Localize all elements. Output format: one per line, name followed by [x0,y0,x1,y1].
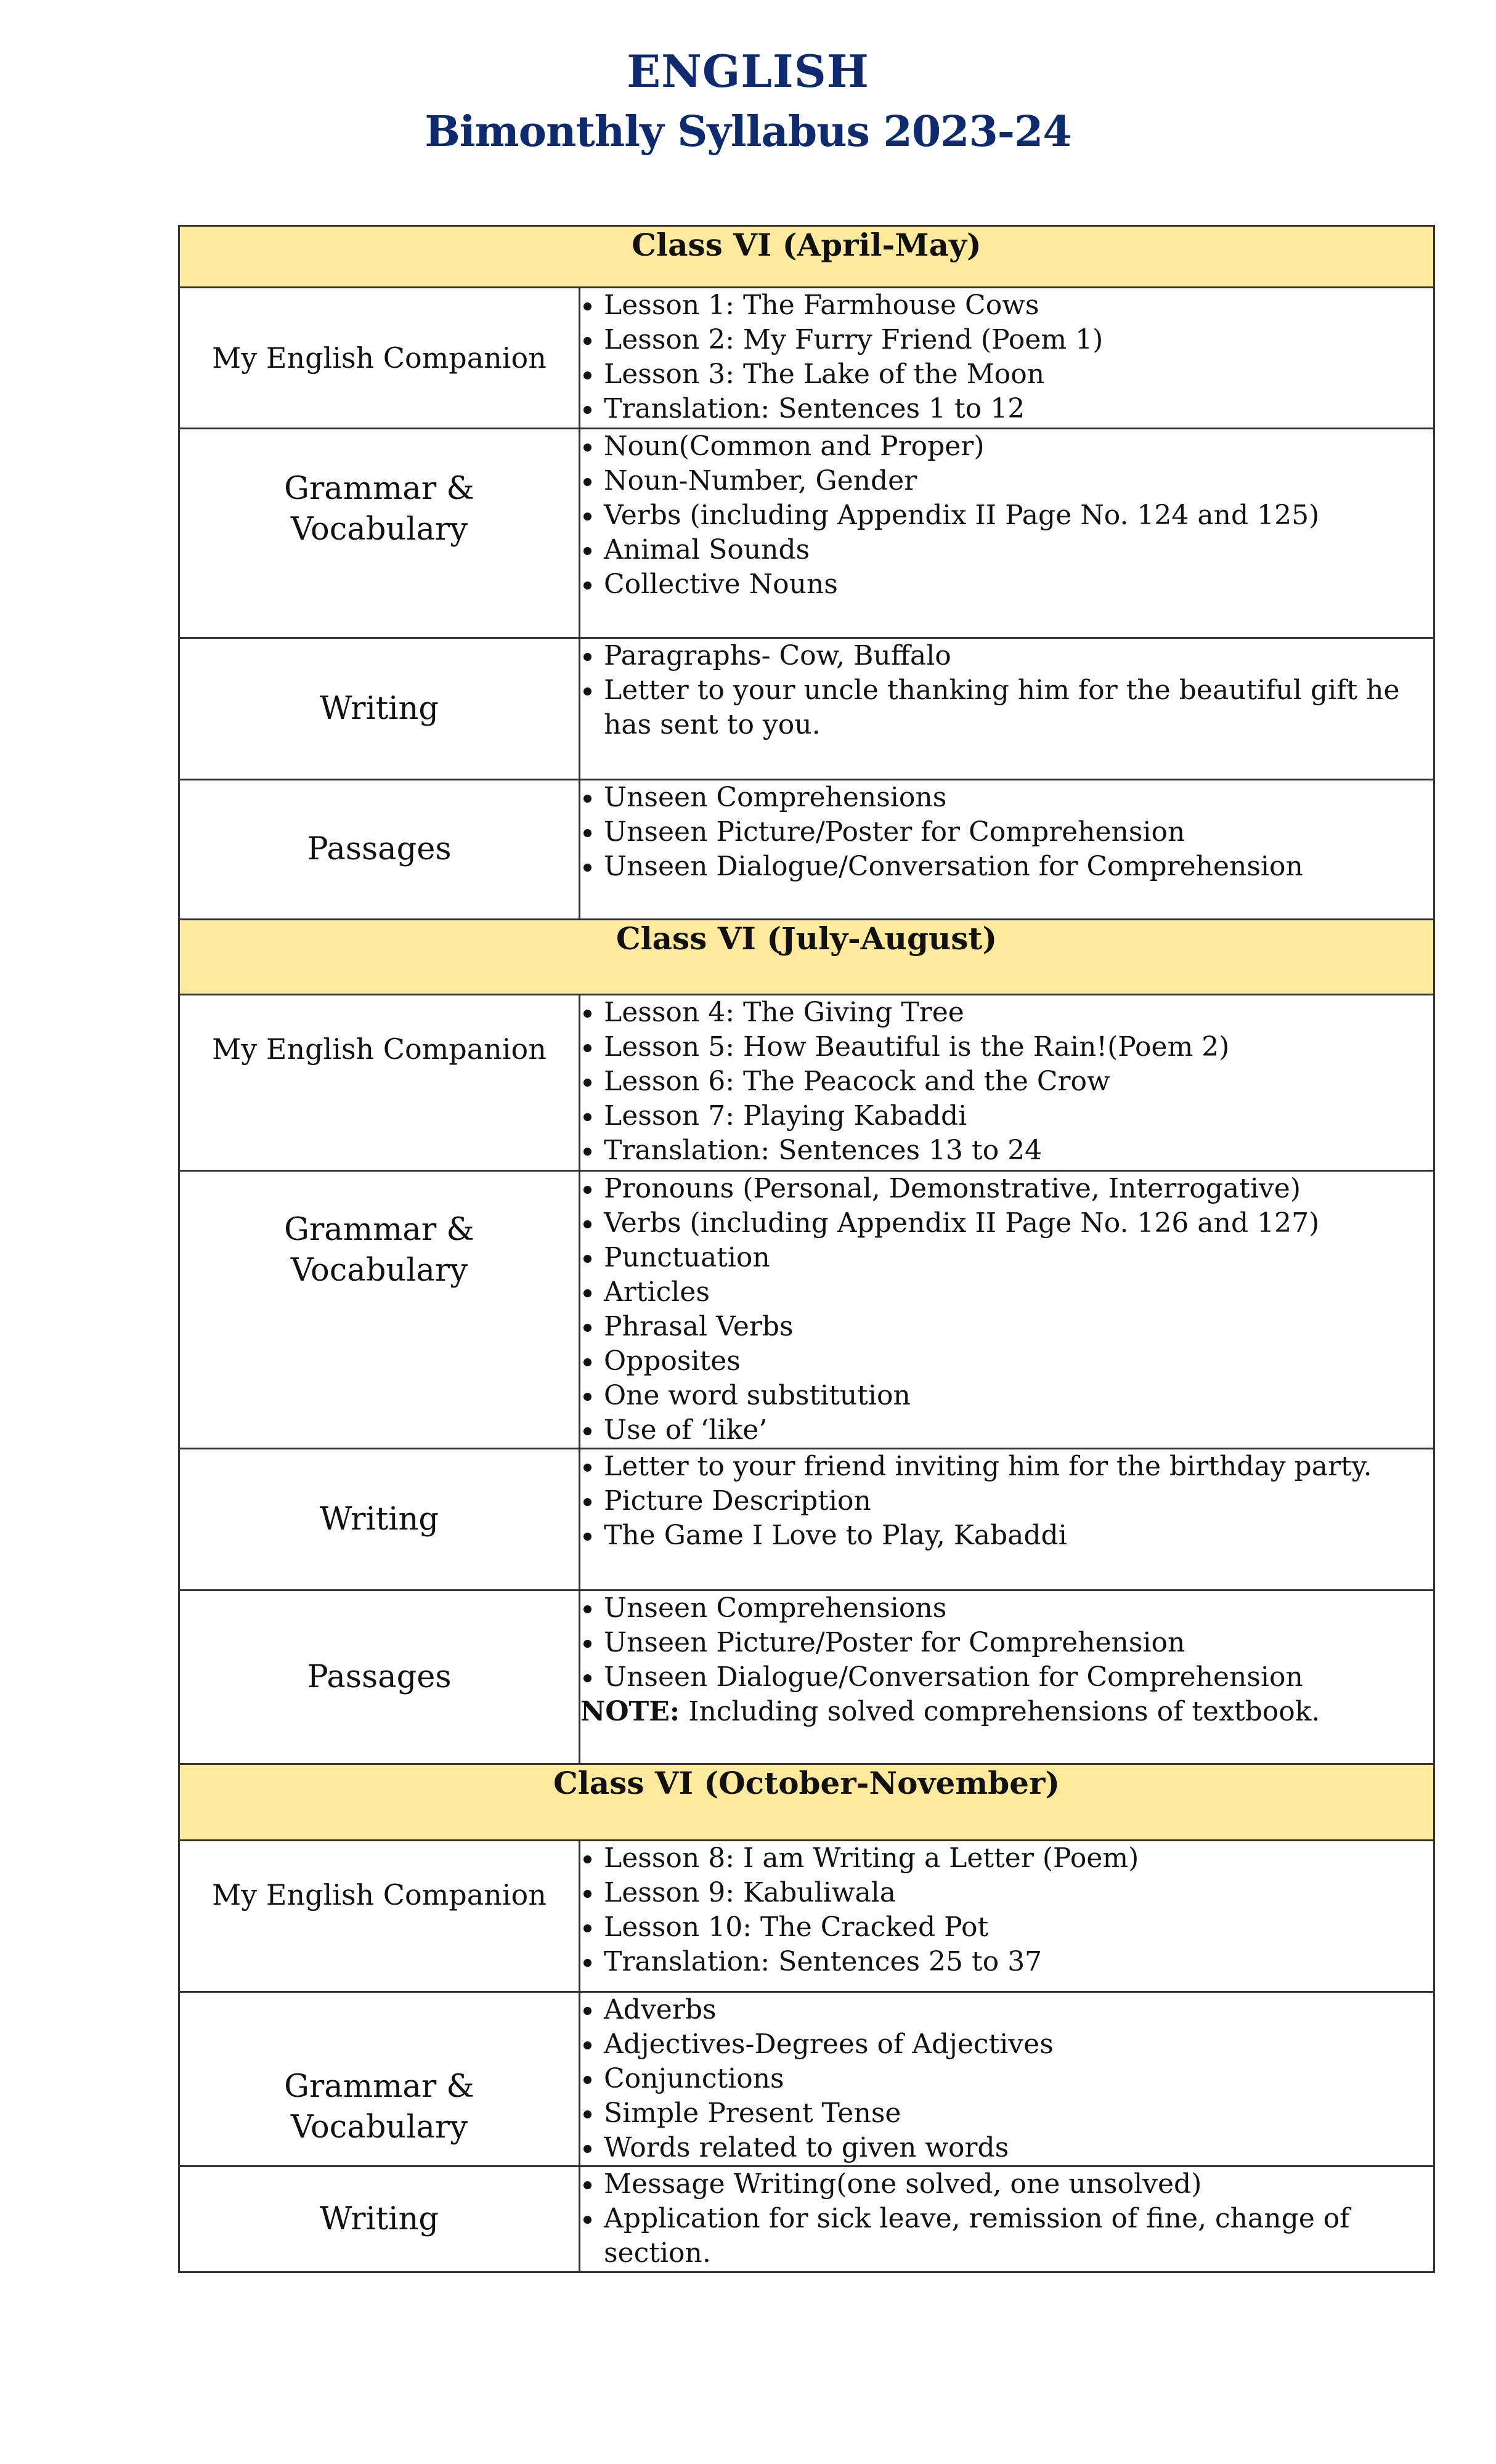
list-item: • Conjunctions [604,2062,1433,2096]
document-subtitle: Bimonthly Syllabus 2023-24 [425,107,1071,156]
list-item: • Phrasal Verbs [604,1310,1433,1344]
table-row [179,780,1434,920]
row-label: My English Companion [179,995,580,1171]
list-item: • Articles [604,1275,1433,1310]
item-list [580,1172,1433,1448]
row-label: Passages [179,1591,580,1764]
list-item: • Lesson 6: The Peacock and the Crow [604,1064,1433,1099]
row-items [580,288,1434,429]
row-label-line: Grammar & [284,2069,474,2105]
list-item: • Unseen Picture/Poster for Comprehension [604,815,1433,849]
section-header-row [179,920,1434,995]
list-item: • Noun-Number, Gender [604,464,1433,498]
list-item: • Message Writing(one solved, one unsolved) [604,2167,1433,2202]
list-item: • Translation: Sentences 13 to 24 [604,1133,1433,1168]
list-item: • Animal Sounds [604,533,1433,567]
list-item: • Translation: Sentences 1 to 12 [604,392,1433,426]
list-item: • Unseen Dialogue/Conversation for Comprehension [604,1660,1433,1695]
row-items [580,1171,1434,1449]
section-heading: Class VI (July-August) [179,920,1434,995]
row-items [580,1591,1434,1764]
document-header [0,42,1496,161]
section-heading: Class VI (October-November) [179,1764,1434,1841]
row-label-line: Vocabulary [290,1252,468,1289]
item-list [580,2167,1433,2271]
note-line [580,1695,1433,1729]
table-row [179,638,1434,780]
row-items [580,1992,1434,2166]
list-item: • Words related to given words [604,2131,1433,2165]
list-item: • Opposites [604,1344,1433,1379]
list-item: • Adverbs [604,1993,1433,2027]
row-label [179,1171,580,1449]
list-item: • Verbs (including Appendix II Page No. 124 and 125) [604,498,1433,533]
row-label: My English Companion [179,1841,580,1992]
row-items [580,429,1434,638]
list-item: • Simple Present Tense [604,2096,1433,2131]
table-row [179,1591,1434,1764]
item-list [580,1841,1433,1979]
list-item [604,673,1433,742]
list-item: • Translation: Sentences 25 to 37 [604,1945,1433,1979]
table-row [179,1449,1434,1591]
list-item: • Verbs (including Appendix II Page No. 126 and 127) [604,1206,1433,1241]
list-item: • Unseen Dialogue/Conversation for Comprehension [604,849,1433,884]
list-item: • Lesson 5: How Beautiful is the Rain!(Poem 2) [604,1030,1433,1064]
list-item: • Use of ‘like’ [604,1413,1433,1448]
table-row [179,2166,1434,2272]
item-list [580,780,1433,884]
list-item: • Lesson 3: The Lake of the Moon [604,357,1433,392]
row-label: Passages [179,780,580,920]
list-item: • Noun(Common and Proper) [604,429,1433,464]
row-items [580,2166,1434,2272]
item-list [580,288,1433,426]
row-label-line: Grammar & [284,471,474,507]
list-item: • Lesson 8: I am Writing a Letter (Poem) [604,1841,1433,1876]
section-header-row [179,1764,1434,1841]
row-items [580,1841,1434,1992]
list-item: • Letter to your friend inviting him for the birthday party. [604,1449,1433,1484]
item-list [580,639,1433,742]
row-items [580,780,1434,920]
list-item: • Lesson 9: Kabuliwala [604,1876,1433,1910]
item-list [580,1591,1433,1695]
row-label: Writing [179,2166,580,2272]
list-item: • Collective Nouns [604,567,1433,602]
item-list [580,1993,1433,2165]
section-header-row [179,226,1434,288]
list-item: • Unseen Picture/Poster for Comprehension [604,1626,1433,1660]
list-item: • One word substitution [604,1379,1433,1413]
table-row [179,1841,1434,1992]
row-label-line: Vocabulary [290,2109,468,2146]
list-item: • Application for sick leave, remission of fine, change of section. [604,2202,1433,2271]
list-item: • Paragraphs- Cow, Buffalo [604,639,1433,673]
document-title: ENGLISH [627,45,869,97]
table-row [179,429,1434,638]
item-list [580,429,1433,602]
syllabus-table [178,225,1435,2273]
table-row [179,995,1434,1171]
list-item: • Punctuation [604,1241,1433,1275]
item-list [580,995,1433,1168]
row-items [580,995,1434,1171]
row-label [179,1992,580,2166]
list-item: • Picture Description [604,1484,1433,1518]
list-item: • Lesson 7: Playing Kabaddi [604,1099,1433,1133]
row-label [179,429,580,638]
list-item-text: Letter to your uncle thanking him for the beautiful gift he has sent to you. [604,675,1400,740]
row-label-line: Vocabulary [290,511,468,548]
row-label-line: Grammar & [284,1212,474,1248]
list-item: • Pronouns (Personal, Demonstrative, Interrogative) [604,1172,1433,1206]
list-item: • Lesson 4: The Giving Tree [604,995,1433,1030]
list-item: • The Game I Love to Play, Kabaddi [604,1518,1433,1553]
list-item: • Adjectives-Degrees of Adjectives [604,2027,1433,2062]
row-label: My English Companion [179,288,580,429]
table-row [179,1171,1434,1449]
item-list [580,1449,1433,1553]
row-items [580,1449,1434,1591]
list-item: • Lesson 10: The Cracked Pot [604,1910,1433,1945]
section-heading: Class VI (April-May) [179,226,1434,288]
table-row [179,1992,1434,2166]
list-item: • Unseen Comprehensions [604,1591,1433,1626]
list-item: • Unseen Comprehensions [604,780,1433,815]
note-label: NOTE: [580,1696,680,1727]
row-label: Writing [179,1449,580,1591]
note-text: Including solved comprehensions of textbook. [680,1696,1320,1727]
row-items [580,638,1434,780]
table-row [179,288,1434,429]
list-item: • Lesson 2: My Furry Friend (Poem 1) [604,323,1433,357]
row-label: Writing [179,638,580,780]
list-item: • Lesson 1: The Farmhouse Cows [604,288,1433,323]
